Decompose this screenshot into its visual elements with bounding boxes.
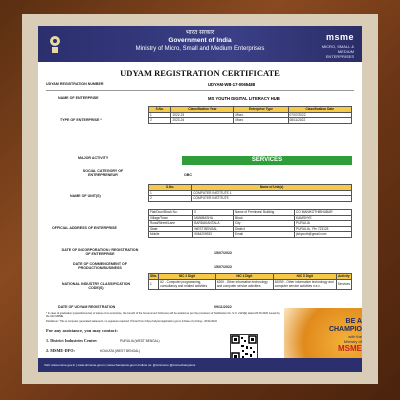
type-table-row (149, 118, 352, 124)
footer-links: Visit: www.msme.gov.in | www.dcmsme.gov.in | www.champions.gov.in Follow us: @minmsme @msmechampions (44, 363, 196, 367)
commencement-date-label: DATE OF COMMENCEMENT OF PRODUCTION/BUSINESS (72, 262, 128, 270)
nic-table-header: NIC 2 Digit (159, 274, 216, 280)
msme-logo: msme (325, 32, 354, 42)
udyam-date-label: DATE OF UDYAM REGISTRATION (58, 305, 116, 309)
address-table-cell: 0 (193, 210, 234, 216)
nic-table-header: NIC 5 Digit (273, 274, 336, 280)
type-table-cell: 07/07/2022 (288, 112, 351, 118)
address-table-cell: PURULIA (295, 221, 352, 227)
address-table-cell: Mobile (149, 232, 193, 238)
units-label: NAME OF UNIT(S) (70, 194, 101, 198)
nic-label: NATIONAL INDUSTRY CLASSIFICATION CODE(S) (61, 282, 131, 290)
address-table-cell: PURULIA , Pin 723125 (295, 226, 352, 232)
type-table-cell: 2022-23 (171, 112, 234, 118)
commencement-date-value: 15/07/2022 (214, 265, 232, 269)
units-table (148, 184, 352, 202)
type-table-cell: 2023-24 (171, 118, 234, 124)
address-table-cell: jishyouth@gmail.com (295, 232, 352, 238)
address-table-cell: City (233, 221, 294, 227)
units-table-cell: COMPUTER INSTITUTE (192, 196, 352, 202)
units-table-cell: 1 (149, 190, 192, 196)
graduation-note: * In case of graduation (upward/reverse) of status of an enterprise, the benefit of the Government Schemes will be availed as per the provisions of Notification No. S.O. 2119(E) dated 26.06.2020 issued by the M/o MSME. (46, 312, 280, 319)
address-table-row (149, 232, 352, 238)
social-category-label: SOCIAL CATEGORY OF ENTREPRENEUR (82, 169, 124, 177)
address-table-cell: Road/Street/Lane (149, 221, 193, 227)
type-table-cell: 1 (149, 112, 171, 118)
type-table-header: S.No. (149, 107, 171, 113)
address-table-cell: District (233, 226, 294, 232)
nic-table-cell: 6209 - Other information technology and computer service activities (215, 279, 273, 289)
address-table-cell: MANIBASHA (193, 215, 234, 221)
type-table-cell: Micro (234, 112, 288, 118)
nic-table-cell: 62099 - Other information technology and computer service activities n.e.c. (273, 279, 336, 289)
units-table-header: Name of Unit(s) (192, 185, 352, 191)
hindi-line: भारत सरकार (185, 30, 215, 36)
certificate-paper (38, 26, 362, 372)
certificate-title: UDYAM REGISTRATION CERTIFICATE (120, 68, 280, 78)
promo-line-3: with the (348, 334, 362, 339)
address-table-cell: KAMSHYE (295, 215, 352, 221)
address-table-cell: CO MANIKOTHIBHABAR (295, 210, 352, 216)
enterprise-type-table (148, 106, 352, 124)
type-table-cell: 2 (149, 118, 171, 124)
msme-dfo-label: 2. MSME-DFO: (46, 348, 75, 353)
msme-logo-subtitle: MICRO, SMALL & MEDIUM ENTERPRISES (321, 44, 354, 59)
assistance-heading: For any assistance, you may contact: (46, 328, 118, 333)
units-table-row (149, 196, 352, 202)
incorporation-date-label: DATE OF INCORPORATION / REGISTRATION OF ENTERPRISE (61, 248, 139, 256)
divider (46, 90, 354, 91)
address-label: OFFICIAL ADDRESS OF ENTERPRISE (52, 226, 117, 230)
nic-table-cell: 62 - Computer programming, consultancy and related activities (159, 279, 216, 289)
type-table-cell: 08/11/2022 (288, 118, 351, 124)
promo-line-4: Ministry of (343, 339, 362, 344)
incorporation-date-value: 15/07/2022 (214, 251, 232, 255)
major-activity-value: SERVICES (182, 156, 352, 165)
address-table-cell: BARDAKANTALA (193, 221, 234, 227)
msme-dfo-value: KOLKATA (WEST BENGAL) (100, 349, 141, 353)
address-table-cell: Village/Town (149, 215, 193, 221)
address-table (148, 209, 352, 238)
type-table-header: Classification Date (288, 107, 351, 113)
enterprise-name-label: NAME OF ENTERPRISE (58, 96, 99, 100)
udyam-date-value: 09/11/2022 (214, 305, 232, 309)
address-table-cell: State (149, 226, 193, 232)
social-category-value: OBC (184, 173, 192, 177)
address-table-cell: 9064209933 (193, 232, 234, 238)
major-activity-label: MAJOR ACTIVITY (78, 156, 109, 160)
header-banner (38, 26, 362, 62)
address-table-cell: Flat/Door/Block No. (149, 210, 193, 216)
enterprise-name-value: MS YOUTH DIGITAL LITERACY HUB (208, 96, 280, 101)
champions-promo (296, 318, 362, 353)
district-centre-value: PURULIA (WEST BENGAL) (120, 339, 160, 343)
nic-table-header: Activity (338, 274, 350, 278)
urn-label: UDYAM REGISTRATION NUMBER (46, 82, 104, 86)
type-table-header: Enterprise Type (234, 107, 288, 113)
district-centre-label: 1. District Industries Centre: (46, 338, 98, 343)
units-table-cell: COMPUTER INSTITUTE 1 (192, 190, 352, 196)
enterprise-type-label: TYPE OF ENTERPRISE * (60, 118, 102, 122)
nic-table-row (149, 279, 352, 289)
type-table-header: Classification Year (171, 107, 234, 113)
address-table-cell: Block (233, 215, 294, 221)
nic-table-header: SNo. (150, 274, 158, 278)
nic-table-cell: Services (336, 279, 351, 289)
address-table-cell: Name of Premises/ Building (233, 210, 294, 216)
address-table-cell: WEST BENGAL (193, 226, 234, 232)
promo-line-2: CHAMPIO (328, 326, 362, 333)
promo-line-5: MSME (338, 344, 362, 353)
disclaimer-note: Disclaimer: This is computer generated statement, no signature required. Printed from https://udyamregistration.gov.in & Date of printing:- 20/11/2022 (46, 320, 217, 323)
nic-table-header: NIC 4 Digit (215, 274, 273, 280)
government-of-india: Government of India (168, 37, 232, 44)
nic-table-cell: 1 (149, 279, 159, 289)
units-table-header: S.No. (149, 185, 192, 191)
address-table-cell: Email (233, 232, 294, 238)
units-table-cell: 2 (149, 196, 192, 202)
ministry-name: Ministry of Micro, Small and Medium Enterprises (135, 46, 265, 52)
urn-value: UDYAM-WB-17-0065488 (208, 82, 256, 87)
type-table-cell: Micro (234, 118, 288, 124)
nic-table (148, 273, 352, 290)
promo-line-1: BE A (345, 318, 362, 325)
